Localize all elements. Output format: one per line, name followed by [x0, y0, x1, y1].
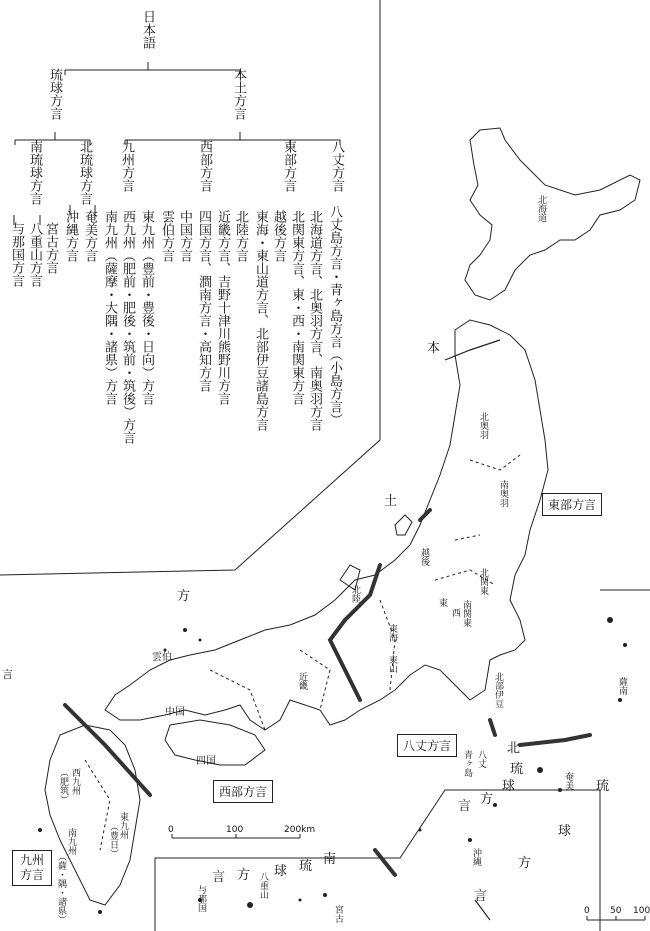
tree-hondo: 本土方言 — [231, 68, 246, 120]
region-amami: 奄美 — [563, 772, 573, 790]
map-label-ho-south: 方 — [237, 868, 251, 883]
tree-unpaku: 雲伯方言 — [159, 210, 174, 262]
tree-ryukyu: 琉球方言 — [47, 68, 62, 120]
region-minamikyushu: 南九州 — [66, 828, 76, 855]
region-nishikyushu: 西九州 — [70, 768, 80, 795]
map-label-ho: 方 — [177, 589, 191, 604]
region-okinawa: 沖縄 — [471, 848, 481, 866]
tree-connector-hondo — [125, 132, 340, 145]
map-label-gen2: 言 — [458, 799, 472, 814]
tree-chugoku: 中国方言 — [177, 210, 192, 262]
tree-yaeyama: 八重山方言 — [27, 222, 42, 287]
tree-hachijo-items: 八丈島方言・青ヶ島方言（小島方言） — [327, 205, 342, 426]
region-hokkaido: 北海道 — [536, 195, 546, 222]
region-shikoku: 四国 — [196, 756, 216, 767]
region-satsunan: 薩南 — [617, 677, 627, 695]
scale-label-100: 100 — [226, 825, 244, 835]
tree-kinki: 近畿方言、吉野十津川熊野川方言 — [215, 210, 230, 405]
region-echigo: 越後 — [419, 548, 429, 566]
map-label-do: 土 — [384, 494, 398, 509]
tree-west-kyushu: 西九州（肥前・肥後・筑前・筑後）方言 — [120, 210, 135, 444]
box-kyushu-dialect: 九州方言 — [12, 850, 52, 886]
tree-amami: 奄美方言 — [82, 210, 97, 262]
region-yonaguni: 与那国 — [196, 885, 206, 912]
tree-miyako: 宮古方言 — [43, 222, 58, 274]
tree-east-kyushu: 東九州（豊前・豊後・日向）方言 — [139, 210, 154, 405]
region-minamikanto: 南関東 — [461, 600, 471, 627]
tree-east: 東部方言 — [281, 140, 296, 192]
north-ryukyu-boundary — [520, 735, 590, 745]
map-label-kyu2: 球 — [274, 864, 288, 879]
tree-hokkaido-tohoku: 北海道方言、北奥羽方言、南奥羽方言 — [307, 210, 322, 431]
scale2-label-0: 0 — [584, 906, 590, 916]
map-label-minami: 南 — [323, 852, 337, 867]
region-kinki: 近畿 — [297, 672, 307, 690]
region-unpaku: 雲伯 — [152, 652, 172, 663]
region-yaeyama: 八重山 — [258, 872, 268, 899]
tree-shikoku: 四国方言、澗南方言・高知方言 — [196, 210, 211, 392]
region-satsugu: （薩・隅・諸県） — [56, 852, 66, 924]
scale-label-0: 0 — [168, 825, 174, 835]
scale2-label-100: 100 — [633, 906, 650, 916]
tree-root: 日本語 — [140, 10, 155, 49]
map-label-gen3: 言 — [474, 889, 488, 904]
region-hokuriku: 北陸 — [350, 585, 360, 603]
map-label-gen-left: 言 — [2, 668, 13, 681]
region-higashikyushu: 東九州 — [118, 812, 128, 839]
hokkaido-tohoku-line — [445, 340, 500, 360]
box-hachijo-dialect: 八丈方言 — [397, 734, 457, 757]
region-kitakanto: 北関東 — [478, 568, 488, 595]
tree-kyushu: 九州方言 — [119, 140, 134, 192]
map-label-gen-south: 言 — [212, 870, 226, 885]
region-kitaou: 北奥羽 — [478, 412, 488, 439]
region-tokai: 東海 — [387, 624, 397, 642]
tree-okinawa: 沖縄方言 — [63, 210, 78, 262]
region-aogashima: 青ヶ島 — [462, 750, 472, 777]
region-hachijo: 八丈 — [476, 750, 486, 768]
tree-yonaguni: 与那国方言 — [9, 222, 24, 287]
map-label-hon: 本 — [427, 341, 441, 356]
box-east-dialect: 東部方言 — [542, 493, 602, 516]
tree-north-ryukyu: 北琉球方言 — [77, 140, 92, 205]
scale-bar-2 — [587, 916, 645, 920]
hachijo-boundary — [490, 720, 495, 735]
tree-hokuriku: 北陸方言 — [233, 210, 248, 262]
tree-hachijo: 八丈方言 — [329, 140, 344, 192]
map-label-kita: 北 — [507, 741, 521, 756]
map-label-kyu1: 球 — [502, 779, 516, 794]
region-bungo: （豊日） — [108, 822, 118, 858]
tree-south-ryukyu: 南琉球方言 — [27, 140, 42, 205]
tree-connector-root — [65, 62, 240, 75]
sado-outline — [395, 515, 412, 535]
scale-label-200: 200km — [284, 825, 316, 835]
map-label-kyu3: 球 — [558, 824, 572, 839]
region-hokubu-izu: 北部伊豆 — [493, 672, 503, 708]
map-label-ho3: 方 — [518, 856, 532, 871]
map-label-ryu2: 琉 — [299, 859, 313, 874]
map-label-ho2: 方 — [480, 792, 494, 807]
tree-kanto: 北関東方言、東・西・南関東方言 — [289, 210, 304, 405]
region-higashi: 東 — [437, 598, 447, 607]
tree-tokai: 東海・東山道方言、北部伊豆諸島方言 — [253, 210, 268, 431]
tree-south-kyushu: 南九州（薩摩・大隅・諸県）方言 — [102, 210, 117, 405]
region-minamiou: 南奥羽 — [498, 480, 508, 507]
region-hichiku: （肥筑） — [58, 768, 68, 804]
region-higashiyama: 東山 — [387, 655, 397, 673]
map-label-ryu3: 琉 — [596, 779, 610, 794]
scale2-label-50: 50 — [610, 906, 622, 916]
region-nishi: 西 — [450, 608, 460, 617]
box-west-dialect: 西部方言 — [213, 780, 273, 803]
ryukyu-inset-border — [155, 790, 600, 931]
tree-west: 西部方言 — [197, 140, 212, 192]
hokkaido-outline — [465, 128, 640, 300]
map-label-ryu1: 琉 — [510, 762, 524, 777]
north-south-ryukyu-boundary — [375, 850, 395, 875]
region-miyako: 宮古 — [333, 905, 343, 923]
tree-echigo: 越後方言 — [271, 210, 286, 262]
region-chugoku: 中国 — [165, 707, 185, 718]
